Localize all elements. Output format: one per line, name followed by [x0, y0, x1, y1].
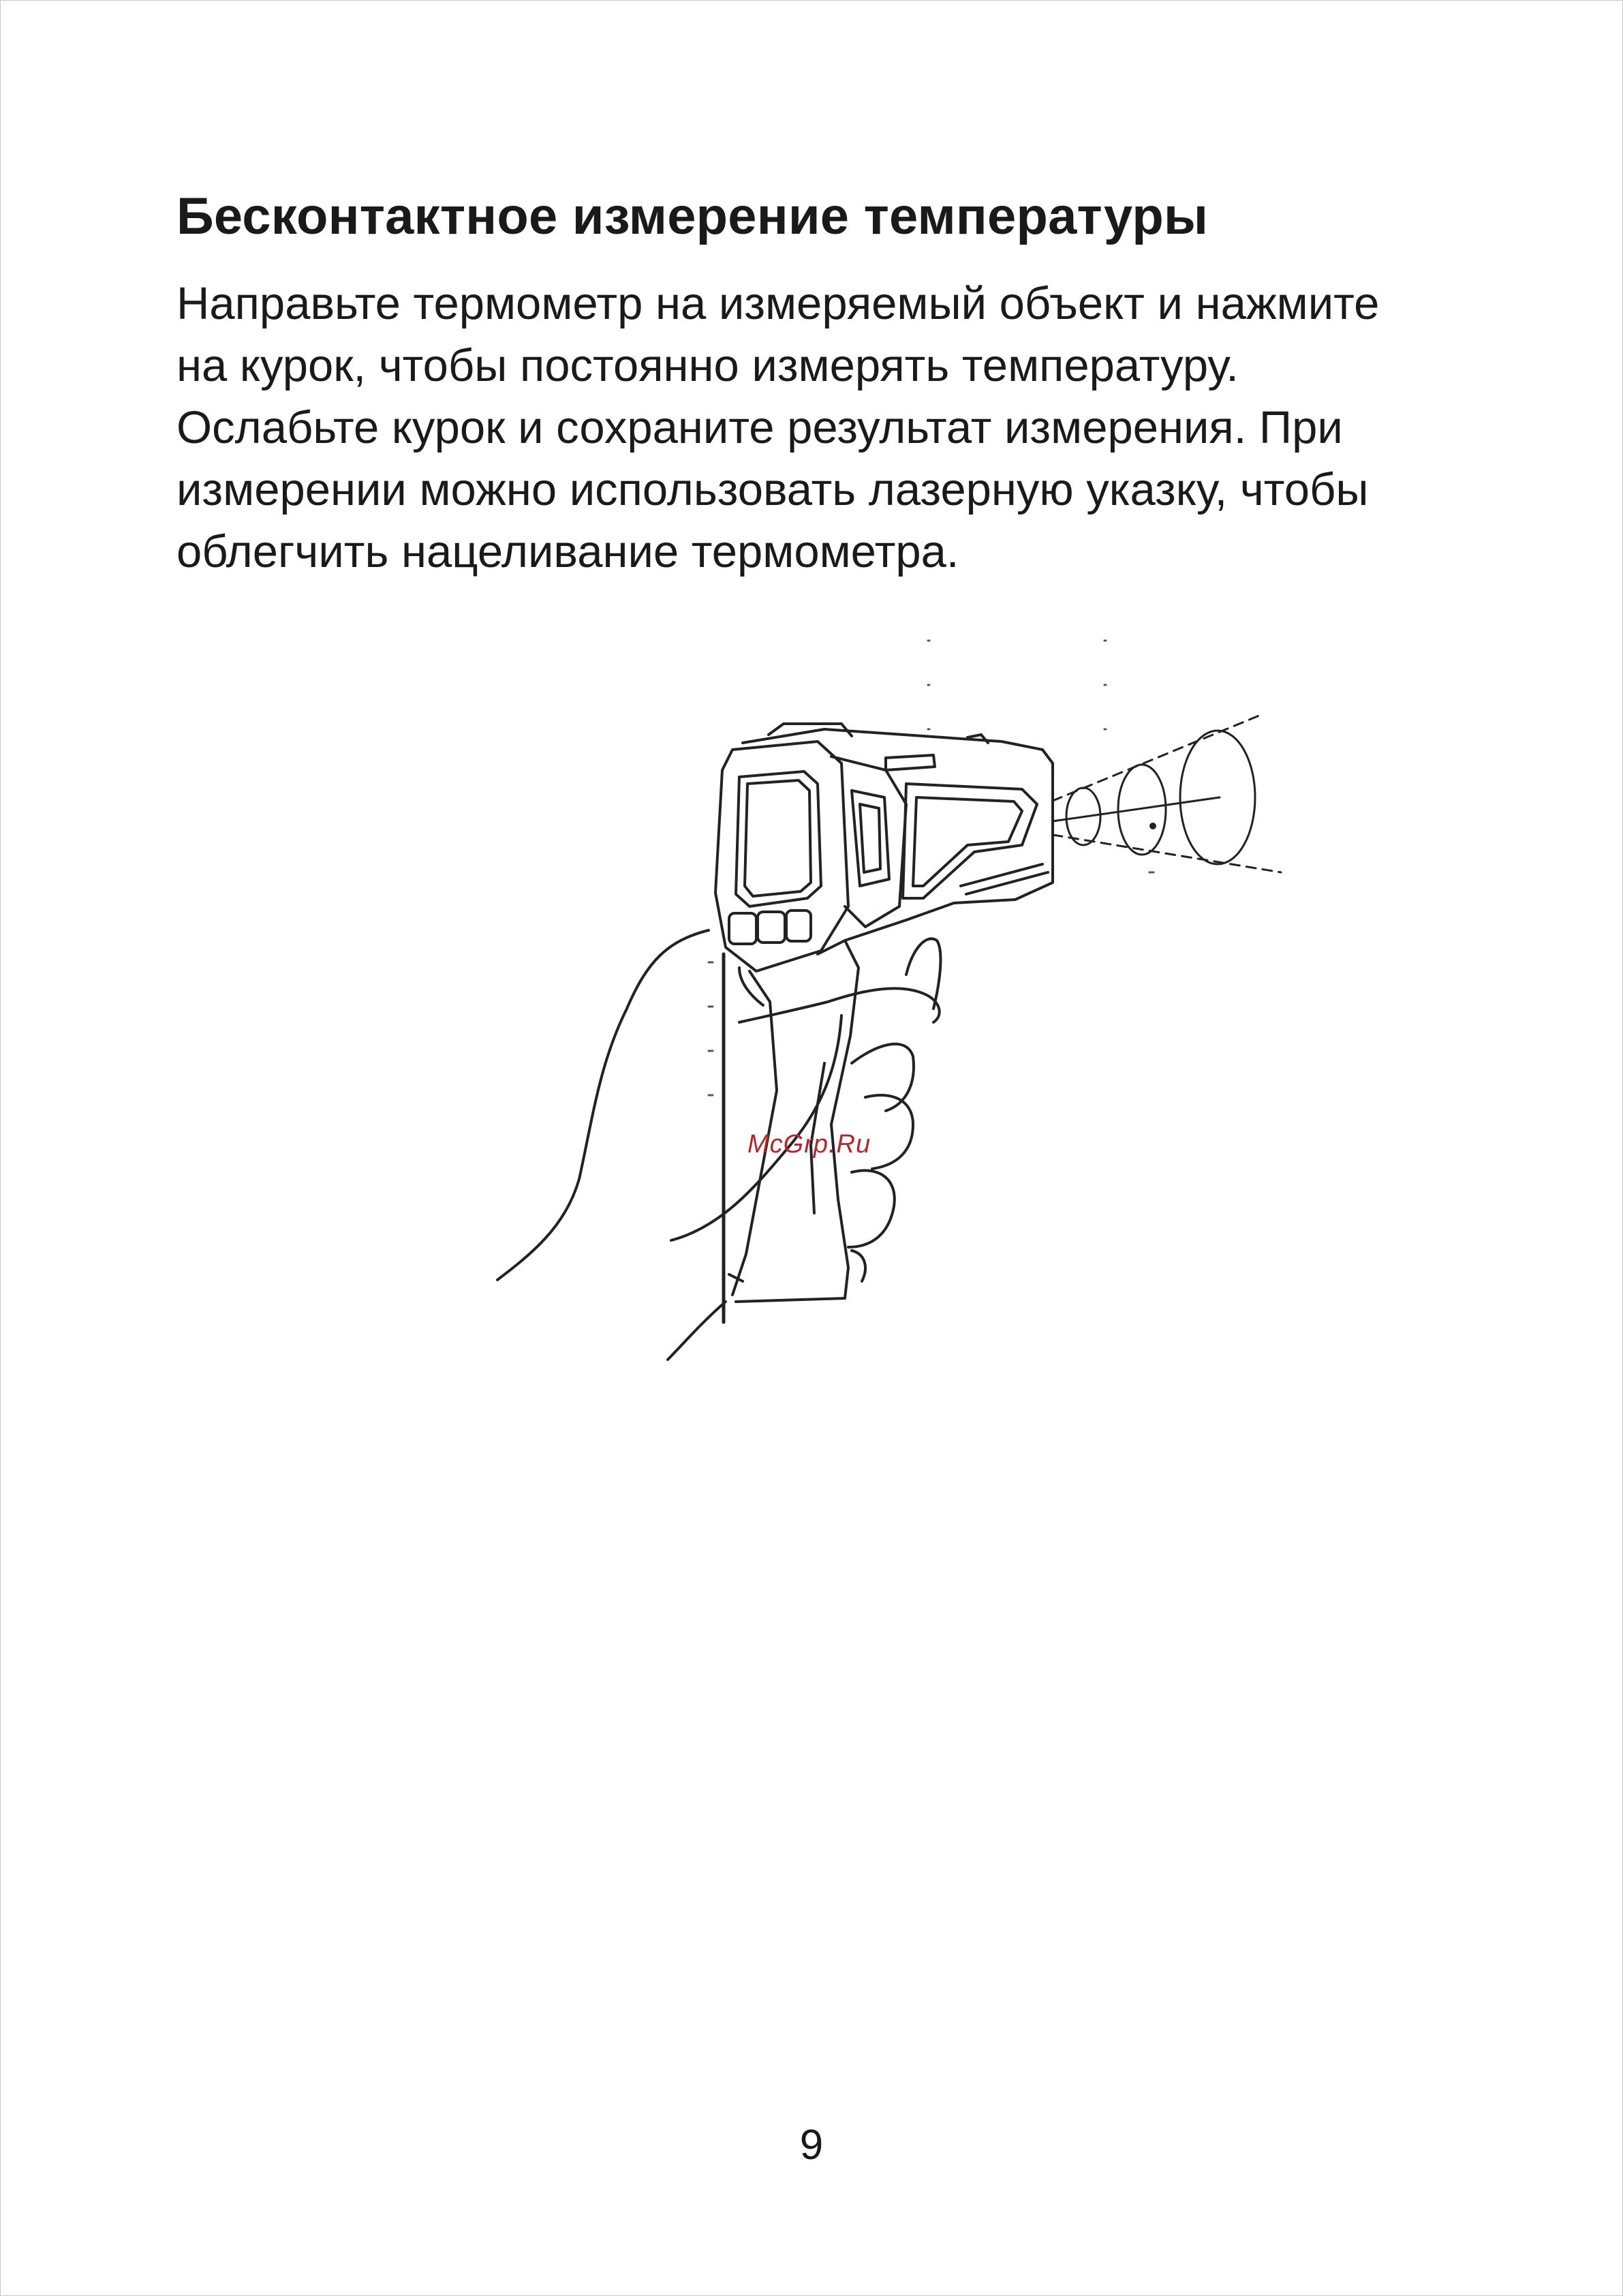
page-number: 9: [799, 2122, 824, 2169]
watermark: McGrp.Ru: [747, 1130, 871, 1159]
thermometer-device: [715, 724, 1053, 1302]
measurement-cone: [1053, 716, 1281, 872]
paragraph-line: на курок, чтобы постоянно измерять температуру.: [176, 340, 1239, 391]
instruction-paragraph: [176, 273, 1471, 583]
crop-marks: [709, 641, 1154, 1095]
paragraph-line: Ослабьте курок и сохраните результат измерения. При: [176, 402, 1343, 453]
hand: [497, 930, 940, 1360]
thermometer-in-hand-illustration: [477, 613, 1295, 1383]
section-title: Бесконтактное измерение температуры: [176, 187, 1209, 245]
paragraph-line: Направьте термометр на измеряемый объект и нажмите: [176, 278, 1380, 329]
paragraph-line: измерении можно использовать лазерную указку, чтобы: [176, 464, 1369, 515]
paragraph-line: облегчить нацеливание термометра.: [176, 526, 959, 577]
